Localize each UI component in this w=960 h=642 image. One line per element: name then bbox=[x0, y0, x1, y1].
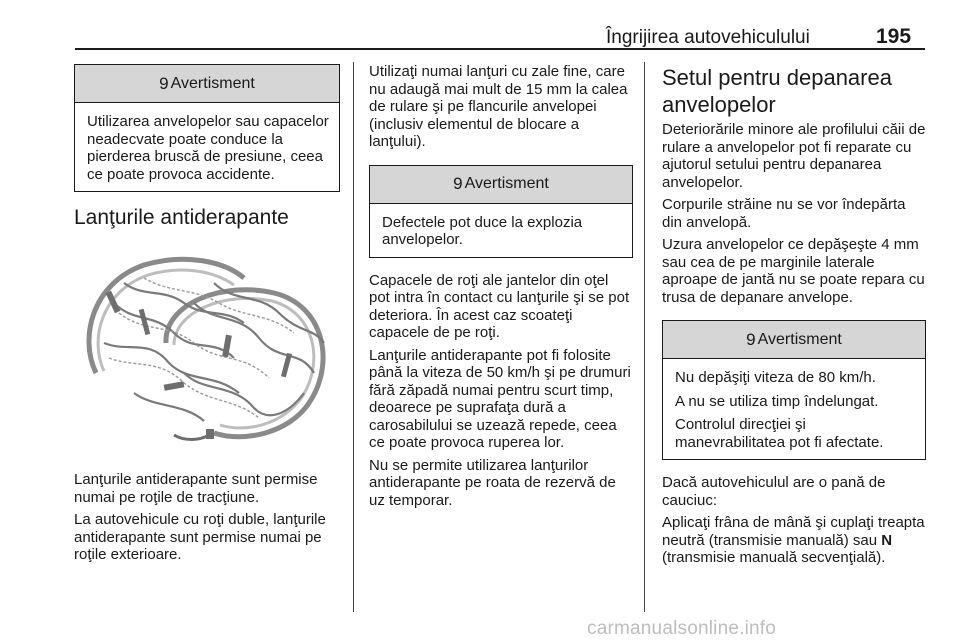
column-right bbox=[662, 64, 926, 572]
warning-text: Utilizarea anvelopelor sau capacelor neadecvate poate conduce la pierderea bruscă de presiune, ceea ce poate provoca accidente. bbox=[87, 113, 329, 183]
warning-body bbox=[663, 359, 925, 459]
warning-header bbox=[663, 321, 925, 359]
warning-box bbox=[74, 64, 340, 192]
column-divider bbox=[353, 62, 354, 612]
paragraph: Nu se permite utilizarea lanţurilor antiderapante pe roata de rezervă de uz temporar. bbox=[369, 456, 616, 509]
warning-text: Defectele pot duce la explozia anvelopelor. bbox=[382, 213, 583, 248]
warning-header bbox=[75, 65, 339, 103]
running-header-title: Îngrijirea autovehiculului bbox=[606, 27, 810, 48]
warning-icon: 9 bbox=[453, 174, 463, 194]
paragraph: Capacele de roţi ale jantelor din oţel pot intra în contact cu lanţurile şi se pot deteriora. În acest caz scoateţi capacele de pe roţi. bbox=[369, 271, 630, 341]
section-heading-snow-chains: Lanţurile antiderapante bbox=[74, 206, 289, 229]
warning-title: Avertisment bbox=[464, 175, 549, 193]
paragraph bbox=[662, 514, 926, 567]
snow-chains-illustration bbox=[74, 243, 336, 451]
warning-title: Avertisment bbox=[757, 330, 842, 348]
text-run: (transmisie manuală secvenţială). bbox=[662, 549, 886, 566]
watermark: carmanualsonline.info bbox=[587, 618, 777, 639]
paragraph: Lanţurile antiderapante sunt permise numai pe roţile de tracţiune. bbox=[74, 471, 318, 506]
paragraph: Deteriorările minore ale profilului căii de rulare a anvelopelor pot fi reparate cu ajutorul setului pentru depanarea anvelopelor. bbox=[662, 121, 926, 191]
warning-box bbox=[369, 165, 633, 258]
warning-text: Controlul direcţiei şi manevrabilitatea pot fi afectate. bbox=[675, 416, 884, 451]
warning-icon: 9 bbox=[746, 329, 756, 349]
paragraph: Corpurile străine nu se vor îndepărta din anvelopă. bbox=[662, 196, 906, 231]
paragraph: Uzura anvelopelor ce depăşeşte 4 mm sau cea de pe marginile laterale aproape de jantă nu se poate repara cu trusa de depanare anvelope. bbox=[662, 236, 925, 306]
warning-title: Avertisment bbox=[170, 74, 255, 92]
paragraph: Dacă autovehiculul are o pană de cauciuc: bbox=[662, 474, 886, 509]
section-heading-tyre-repair-kit: Setul pentru depanarea anvelopelor bbox=[662, 65, 892, 117]
gear-position-n: N bbox=[881, 531, 893, 549]
paragraph: La autovehicule cu roţi duble, lanţurile antiderapante sunt permise numai pe roţile exterioare. bbox=[74, 511, 326, 563]
column-left bbox=[74, 64, 340, 569]
warning-text: A nu se utiliza timp îndelungat. bbox=[675, 392, 879, 410]
warning-body bbox=[370, 204, 632, 257]
header-rule bbox=[75, 48, 925, 50]
page-number: 195 bbox=[876, 25, 912, 48]
warning-body bbox=[75, 103, 339, 191]
column-divider bbox=[644, 62, 645, 612]
text-run: Aplicaţi frâna de mână şi cuplaţi treapta neutră (transmisie manuală) sau bbox=[662, 514, 925, 549]
warning-text: Nu depăşiţi viteza de 80 km/h. bbox=[675, 369, 876, 386]
warning-icon: 9 bbox=[159, 73, 169, 93]
paragraph: Lanţurile antiderapante pot fi folosite până la viteza de 50 km/h şi pe drumuri fără zăpadă numai pentru scurt timp, deoarece pe suprafaţa dură a carosabilului se uzează repede, ceea ce poate provoca ruperea lor. bbox=[369, 346, 631, 451]
warning-box bbox=[662, 320, 926, 460]
warning-header bbox=[370, 166, 632, 204]
column-middle bbox=[369, 64, 633, 514]
paragraph: Utilizaţi numai lanţuri cu zale fine, care nu adaugă mai mult de 15 mm la calea de rulare şi pe flancurile anvelopei (inclusiv elementul de blocare a lanţului). bbox=[369, 63, 628, 150]
